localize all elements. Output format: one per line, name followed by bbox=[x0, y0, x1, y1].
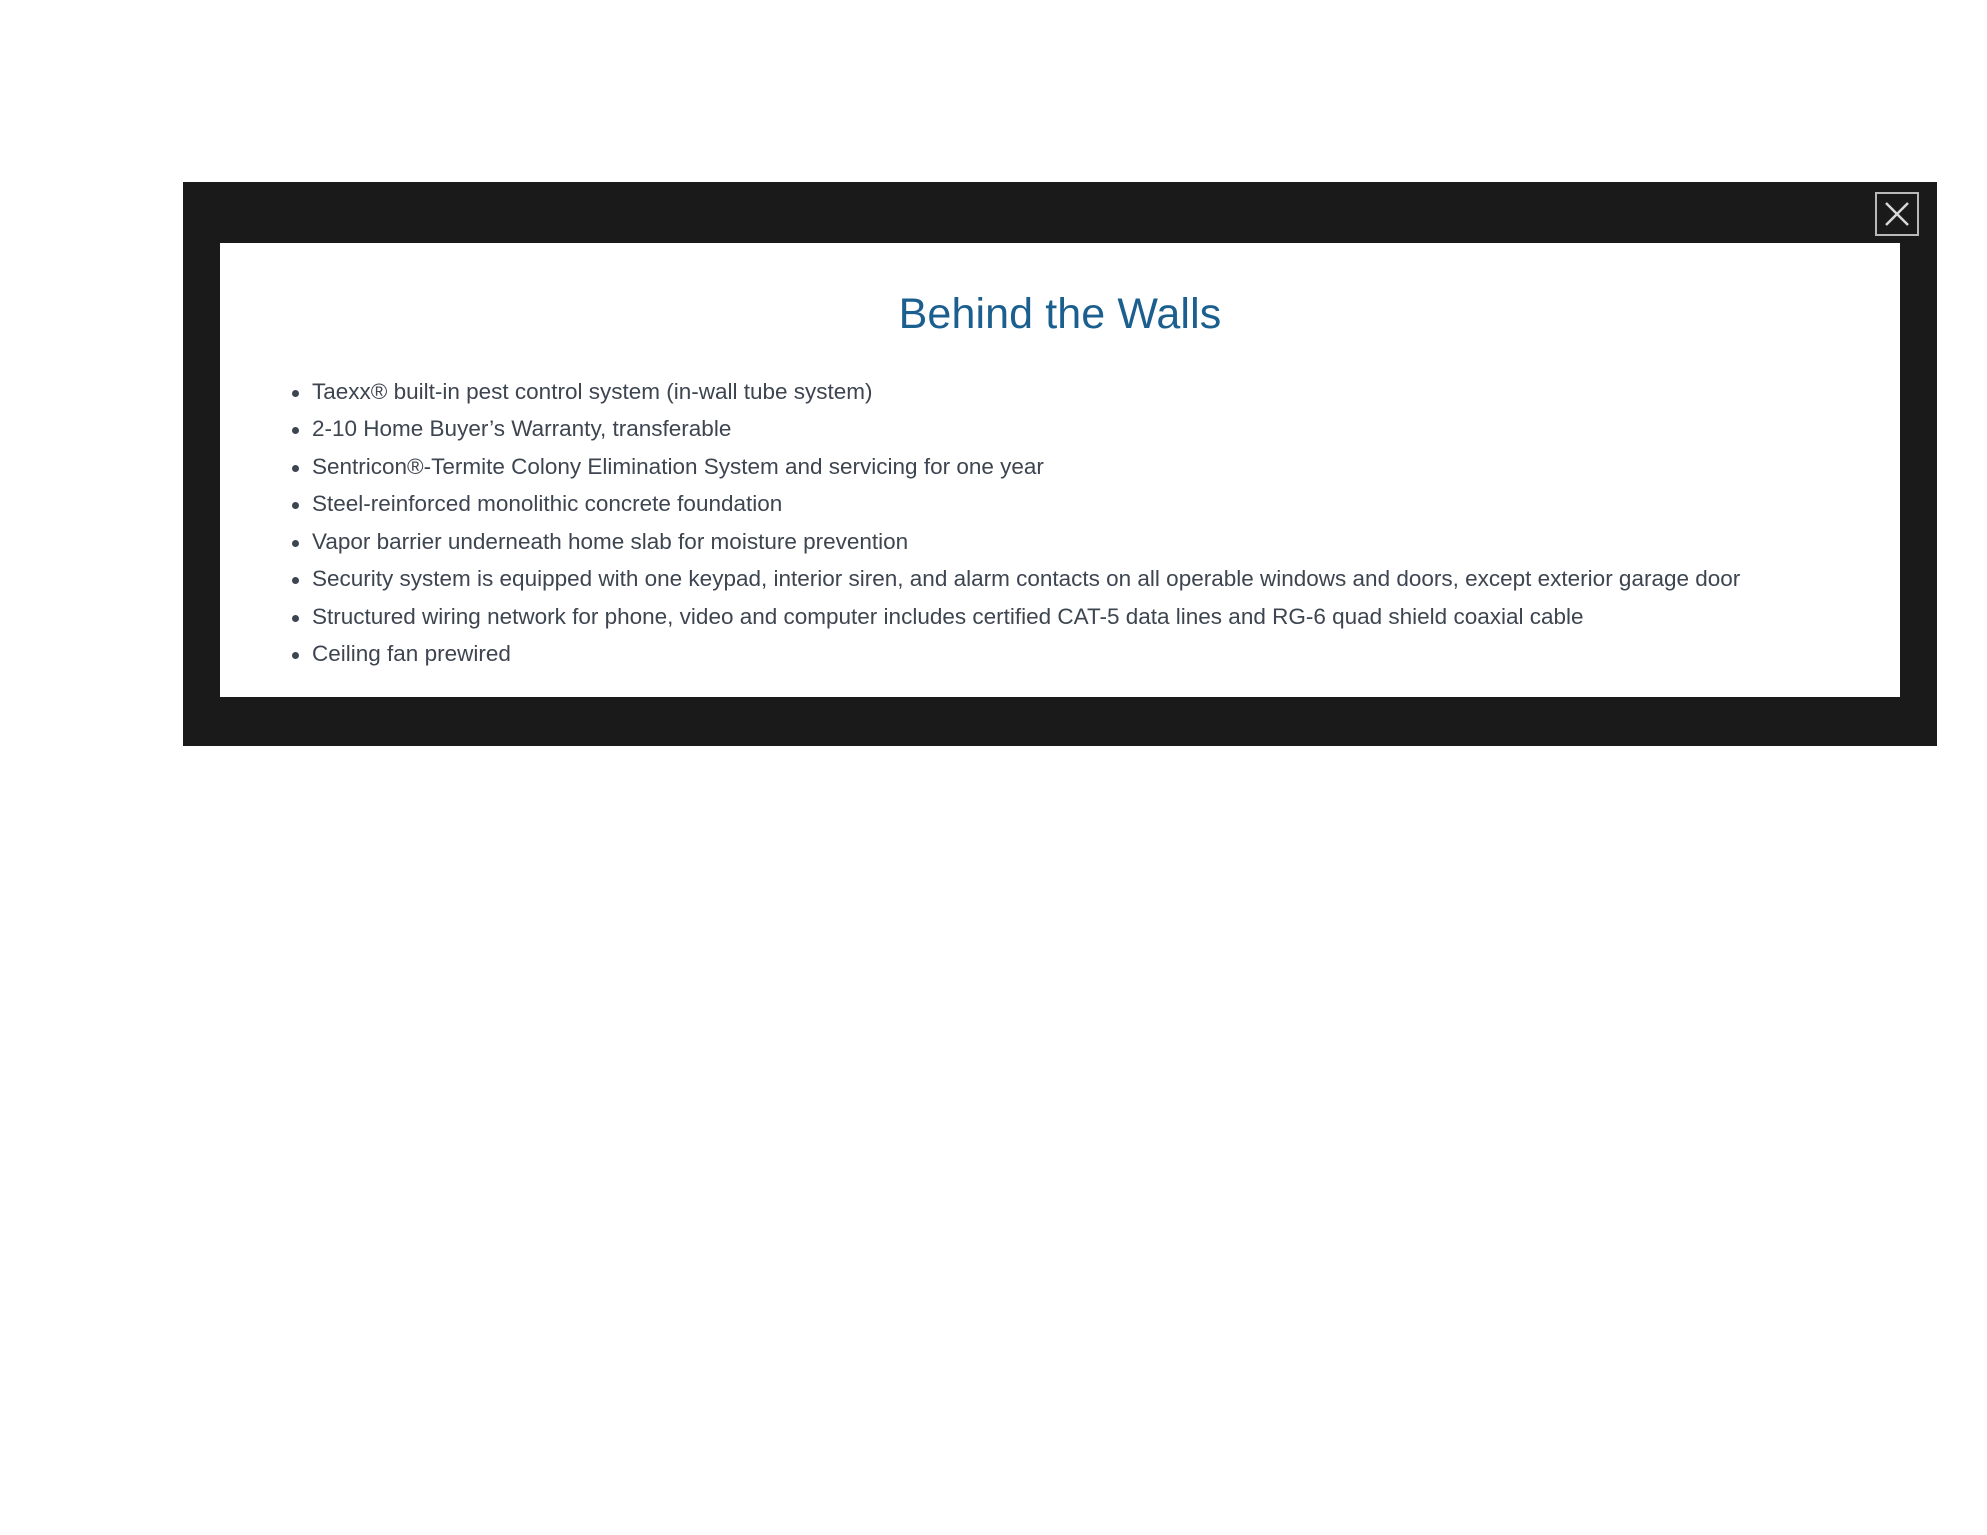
close-x-icon bbox=[1882, 199, 1912, 229]
list-item: Taexx® built-in pest control system (in-wall tube system) bbox=[250, 381, 1900, 404]
list-item: Structured wiring network for phone, video and computer includes certified CAT-5 data lines and RG-6 quad shield coaxial cable bbox=[250, 606, 1900, 629]
page-title: Behind the Walls bbox=[898, 290, 1222, 338]
close-icon[interactable] bbox=[1875, 192, 1919, 236]
modal-content-card bbox=[220, 243, 1900, 697]
list-item: Steel-reinforced monolithic concrete foundation bbox=[250, 493, 1900, 516]
modal-backdrop bbox=[183, 182, 1937, 746]
list-item: Sentricon®-Termite Colony Elimination System and servicing for one year bbox=[250, 456, 1900, 479]
list-item: Vapor barrier underneath home slab for moisture prevention bbox=[250, 531, 1900, 554]
list-item: Security system is equipped with one keypad, interior siren, and alarm contacts on all operable windows and doors, except exterior garage door bbox=[250, 568, 1900, 591]
feature-list bbox=[220, 378, 1900, 667]
list-item: Ceiling fan prewired bbox=[250, 643, 1900, 666]
list-item: 2-10 Home Buyer’s Warranty, transferable bbox=[250, 418, 1900, 441]
